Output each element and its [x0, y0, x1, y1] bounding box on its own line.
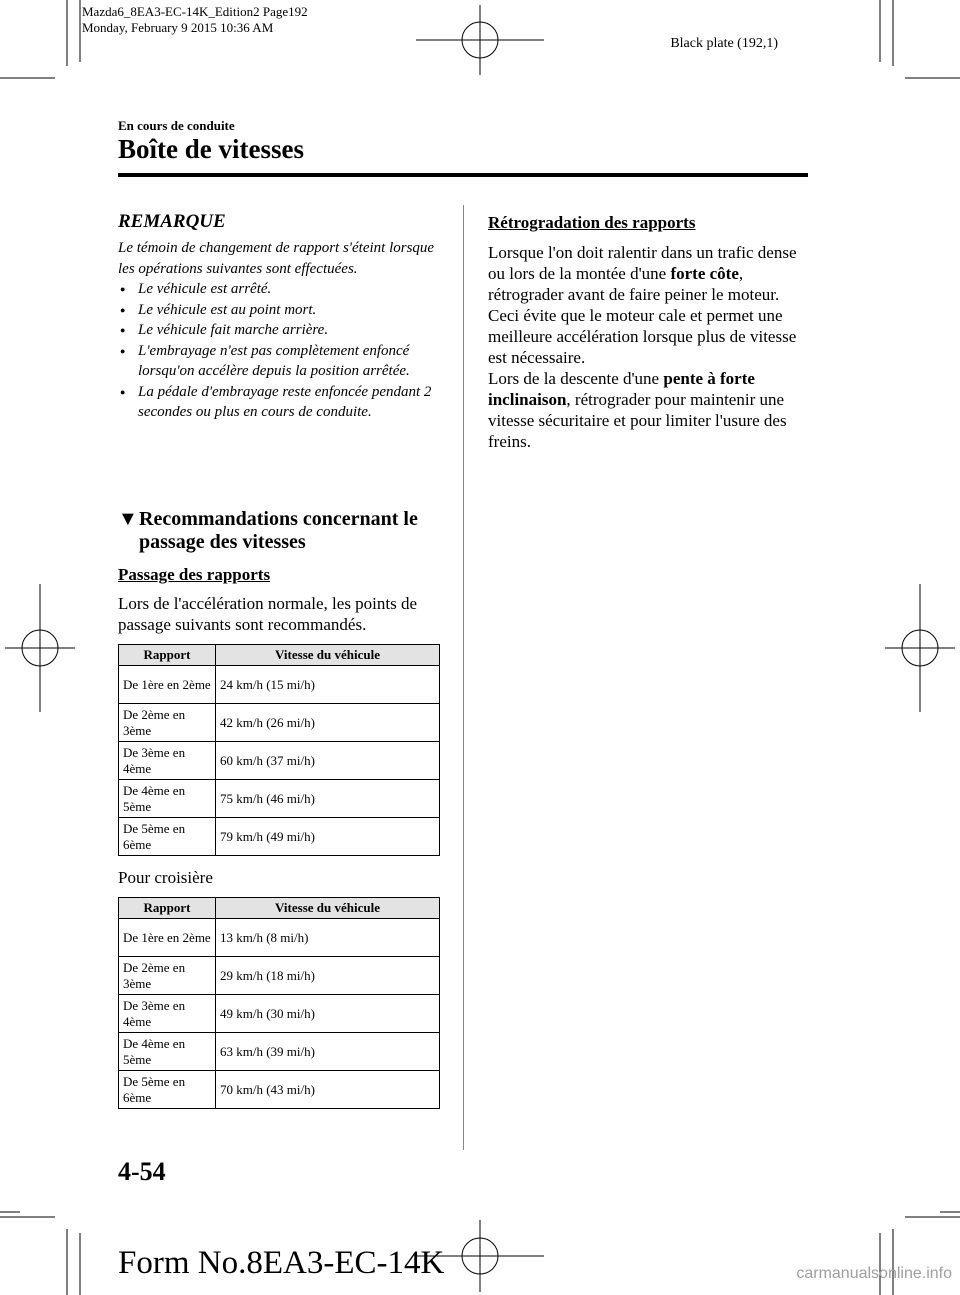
shift-points-text: Lors de l'accélération normale, les points de passage suivants sont recommandés. — [118, 594, 418, 634]
speed-cell: 13 km/h (8 mi/h) — [216, 919, 440, 957]
speed-cell: 79 km/h (49 mi/h) — [216, 818, 440, 856]
table-header-speed: Vitesse du véhicule — [216, 898, 440, 919]
table-row — [119, 1033, 440, 1071]
page-number: 4-54 — [118, 1157, 166, 1186]
triangle-down-icon: ▼ — [118, 508, 138, 530]
table-row — [119, 919, 440, 957]
text-run: Lorsque l'on doit ralentir dans un trafic dense ou lors de la montée d'une — [488, 243, 797, 283]
document-id — [82, 4, 308, 36]
document-id-line1: Mazda6_8EA3-EC-14K_Edition2 Page192 — [82, 4, 308, 19]
downshift-paragraph-1 — [488, 242, 808, 368]
table-row — [119, 666, 440, 704]
gear-cell: De 3ème en 4ème — [119, 742, 216, 780]
table-row — [119, 742, 440, 780]
table-row — [119, 704, 440, 742]
gear-cell: De 2ème en 3ème — [119, 704, 216, 742]
speed-cell: 24 km/h (15 mi/h) — [216, 666, 440, 704]
speed-cell: 75 km/h (46 mi/h) — [216, 780, 440, 818]
downshift-heading: Rétrogradation des rapports — [488, 213, 696, 232]
text-run: Lors de la descente d'une — [488, 369, 664, 388]
speed-cell: 42 km/h (26 mi/h) — [216, 704, 440, 742]
speed-cell: 63 km/h (39 mi/h) — [216, 1033, 440, 1071]
table-row — [119, 780, 440, 818]
text-run: , rétrograder pour maintenir une vitesse sécuritaire et pour limiter l'usure des freins. — [488, 390, 787, 451]
black-plate-label: Black plate (192,1) — [670, 36, 778, 51]
cruise-label: Pour croisière — [118, 868, 213, 887]
registration-mark-top — [416, 5, 544, 75]
text-run: , rétrograder avant de faire peiner le moteur. Ceci évite que le moteur cale et permet une meilleure accélération lorsque plus de vitesse est nécessaire. — [488, 264, 797, 367]
note-title: REMARQUE — [118, 211, 226, 232]
note-body — [118, 238, 440, 423]
emphasis-run: pente à forte inclinaison — [488, 369, 755, 409]
table-header-gear: Rapport — [119, 898, 216, 919]
table-row — [119, 1071, 440, 1109]
page-title: Boîte de vitesses — [118, 134, 304, 164]
gear-cell: De 1ère en 2ème — [119, 666, 216, 704]
downshift-paragraph-2 — [488, 368, 808, 452]
table-header-speed: Vitesse du véhicule — [216, 645, 440, 666]
table-header-gear: Rapport — [119, 645, 216, 666]
normal-shift-table — [118, 644, 440, 856]
note-item: ● L'embrayage n'est pas complètement enfoncé lorsqu'on accélère depuis la position arrêtée. — [118, 341, 440, 382]
gear-cell: De 3ème en 4ème — [119, 995, 216, 1033]
form-number: Form No.8EA3-EC-14K — [118, 1245, 445, 1281]
speed-cell: 70 km/h (43 mi/h) — [216, 1071, 440, 1109]
gear-cell: De 4ème en 5ème — [119, 1033, 216, 1071]
shift-points-heading: Passage des rapports — [118, 565, 271, 584]
speed-cell: 60 km/h (37 mi/h) — [216, 742, 440, 780]
table-row — [119, 818, 440, 856]
note-item: ● Le véhicule est arrêté. — [118, 279, 440, 300]
table-row — [119, 995, 440, 1033]
cruise-shift-table — [118, 897, 440, 1109]
note-item: ● Le véhicule est au point mort. — [118, 300, 440, 321]
note-list — [118, 279, 440, 423]
column-divider — [463, 205, 464, 1150]
title-rule — [118, 173, 808, 177]
emphasis-run: forte côte — [670, 264, 739, 283]
note-intro: Le témoin de changement de rapport s'éteint lorsque les opérations suivantes sont effectuées. — [118, 240, 435, 277]
gear-cell: De 5ème en 6ème — [119, 818, 216, 856]
watermark: carmanualsonline.info — [796, 1265, 952, 1282]
recommendations-heading-line2: passage des vitesses — [139, 531, 306, 553]
section-label: En cours de conduite — [118, 118, 235, 133]
note-item: ● La pédale d'embrayage reste enfoncée pendant 2 secondes ou plus en cours de conduite. — [118, 382, 440, 423]
speed-cell: 29 km/h (18 mi/h) — [216, 957, 440, 995]
table-row — [119, 957, 440, 995]
gear-cell: De 4ème en 5ème — [119, 780, 216, 818]
speed-cell: 49 km/h (30 mi/h) — [216, 995, 440, 1033]
document-timestamp: Monday, February 9 2015 10:36 AM — [82, 20, 274, 35]
gear-cell: De 5ème en 6ème — [119, 1071, 216, 1109]
recommendations-heading-line1: Recommandations concernant le — [139, 508, 418, 530]
recommendations-heading — [118, 508, 440, 554]
gear-cell: De 1ère en 2ème — [119, 919, 216, 957]
gear-cell: De 2ème en 3ème — [119, 957, 216, 995]
note-item: ● Le véhicule fait marche arrière. — [118, 320, 440, 341]
